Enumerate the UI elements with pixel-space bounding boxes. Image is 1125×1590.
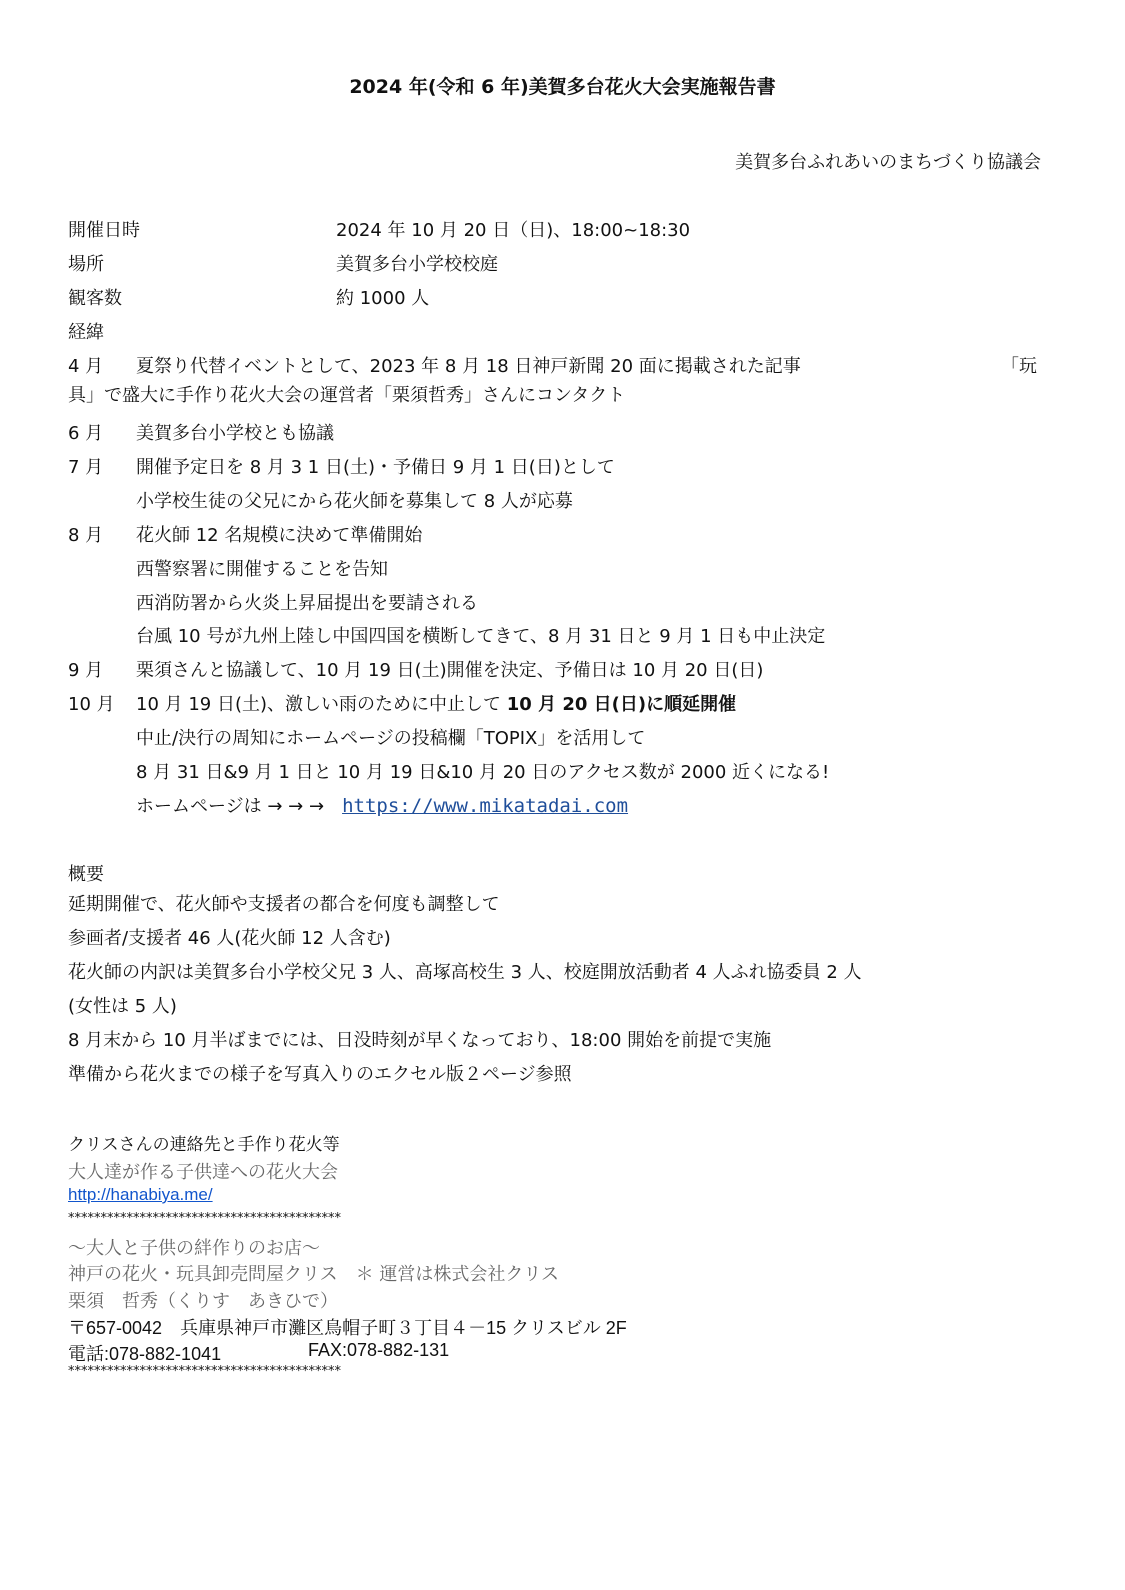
sep-line-1: 栗須さんと協議して、10 月 19 日(土)開催を決定、予備日は 10 月 20 日(日) — [136, 660, 764, 681]
summary-line: 花火師の内訳は美賀多台小学校父兄 3 人、高塚高校生 3 人、校庭開放活動者 4 人ふれ協委員 2 人 — [68, 962, 862, 983]
month-oct: 10 月 — [68, 694, 115, 715]
contact-fax: FAX:078-882-131 — [308, 1340, 450, 1360]
shop-slogan: ～大人と子供の絆作りのお店～ — [68, 1238, 320, 1259]
value-audience: 約 1000 人 — [336, 288, 430, 309]
oct-line-4 — [136, 792, 628, 818]
hanabiya-link[interactable]: http://hanabiya.me/ — [68, 1185, 213, 1204]
organization-name: 美賀多台ふれあいのまちづくり協議会 — [735, 152, 1041, 173]
label-place: 場所 — [68, 254, 104, 275]
apr-quote: 「玩 — [1001, 356, 1037, 377]
aug-line-3: 西消防署から火炎上昇届提出を要請される — [136, 593, 478, 614]
summary-line: 8 月末から 10 月半ばまでには、日没時刻が早くなっており、18:00 開始を前提で実施 — [68, 1030, 772, 1051]
contact-heading: クリスさんの連絡先と手作り花火等 — [68, 1135, 340, 1155]
apr-line-2: 具」で盛大に手作り花火大会の運営者「栗須哲秀」さんにコンタクト — [68, 385, 626, 406]
contact-tagline: 大人達が作る子供達への花火大会 — [68, 1162, 338, 1183]
jul-line-2: 小学校生徒の父兄にから花火師を募集して 8 人が応募 — [136, 491, 573, 512]
month-jun: 6 月 — [68, 423, 104, 444]
oct-line-3: 8 月 31 日&9 月 1 日と 10 月 19 日&10 月 20 日のアクセス数が 2000 近くになる! — [136, 762, 830, 783]
homepage-link[interactable]: https://www.mikatadai.com — [342, 795, 629, 817]
label-audience: 観客数 — [68, 288, 122, 309]
summary-line: 延期開催で、花火師や支援者の都合を何度も調整して — [68, 894, 500, 915]
separator-stars: ****************************************** — [68, 1211, 341, 1226]
month-jul: 7 月 — [68, 457, 104, 478]
contact-person: 栗須 哲秀（くりす あきひで） — [68, 1291, 338, 1312]
aug-line-4: 台風 10 号が九州上陸し中国四国を横断してきて、8 月 31 日と 9 月 1 日も中止決定 — [136, 626, 826, 647]
value-place: 美賀多台小学校校庭 — [336, 254, 498, 275]
summary-line: 参画者/支援者 46 人(花火師 12 人含む) — [68, 928, 391, 949]
aug-line-2: 西警察署に開催することを告知 — [136, 559, 388, 580]
label-date: 開催日時 — [68, 220, 140, 241]
summary-line: (女性は 5 人) — [68, 996, 177, 1017]
oct-line-1 — [136, 690, 736, 716]
summary-heading: 概要 — [68, 864, 104, 885]
oct-line-2: 中止/決行の周知にホームページの投稿欄「TOPIX」を活用して — [136, 728, 646, 749]
separator-stars-bottom: ****************************************** — [68, 1364, 341, 1379]
contact-tel: 電話:078-882-1041 — [68, 1344, 222, 1364]
shop-name: 神戸の花火・玩具卸売問屋クリス ＊ 運営は株式会社クリス — [68, 1264, 559, 1285]
month-aug: 8 月 — [68, 525, 104, 546]
value-date: 2024 年 10 月 20 日（日)、18:00~18:30 — [336, 220, 691, 241]
contact-address: 〒657-0042 兵庫県神戸市灘区鳥帽子町３丁目４－15 クリスビル 2F — [68, 1318, 627, 1338]
summary-line: 準備から花火までの様子を写真入りのエクセル版２ページ参照 — [68, 1064, 572, 1085]
month-apr: 4 月 — [68, 356, 104, 377]
oct-line-1-text: 10 月 19 日(土)、激しい雨のために中止して — [136, 694, 507, 715]
jul-line-1: 開催予定日を 8 月 3 1 日(土)・予備日 9 月 1 日(日)として — [136, 457, 615, 478]
aug-line-1: 花火師 12 名規模に決めて準備開始 — [136, 525, 423, 546]
homepage-arrows: ホームページは → → → — [136, 796, 343, 817]
oct-line-1-bold: 10 月 20 日(日)に順延開催 — [506, 694, 737, 715]
page-title: 2024 年(令和 6 年)美賀多台花火大会実施報告書 — [349, 76, 776, 98]
history-heading: 経緯 — [68, 322, 104, 343]
month-sep: 9 月 — [68, 660, 104, 681]
apr-line-1: 夏祭り代替イベントとして、2023 年 8 月 18 日神戸新聞 20 面に掲載された記事 — [136, 356, 801, 377]
jun-line-1: 美賀多台小学校とも協議 — [136, 423, 334, 444]
